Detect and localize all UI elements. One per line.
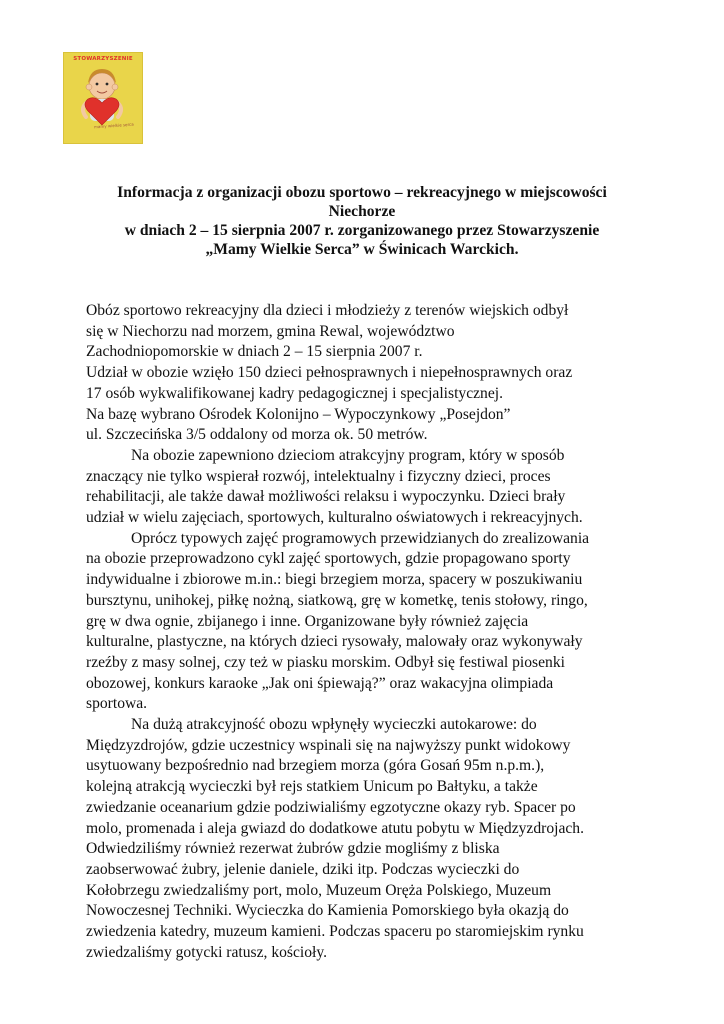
logo-top-text: STOWARZYSZENIE bbox=[73, 56, 133, 62]
body-line: ul. Szczecińska 3/5 oddalony od morza ok. 50 metrów. bbox=[86, 426, 428, 444]
body-line: Kołobrzegu zwiedzaliśmy port, molo, Muzeum Oręża Polskiego, Muzeum bbox=[86, 881, 552, 899]
heading-line: Niechorze bbox=[328, 203, 396, 220]
body-line: Na bazę wybrano Ośrodek Kolonijno – Wypoczynkowy „Posejdon” bbox=[86, 405, 511, 423]
body-line: udział w wielu zajęciach, sportowych, kulturalno oświatowych i rekreacyjnych. bbox=[86, 509, 583, 527]
body-line: na obozie przeprowadzono cykl zajęć sportowych, gdzie propagowano sporty bbox=[86, 550, 571, 568]
body-line: zaobserwować żubry, jelenie daniele, dziki itp. Podczas wycieczki do bbox=[86, 860, 520, 878]
body-line: sportowa. bbox=[86, 695, 148, 713]
body-line: 17 osób wykwalifikowanej kadry pedagogicznej i specjalistycznej. bbox=[86, 384, 504, 402]
body-line: Oprócz typowych zajęć programowych przewidzianych do zrealizowania bbox=[131, 529, 590, 547]
heading-line: „Mamy Wielkie Serca” w Świnicach Warckich. bbox=[205, 241, 519, 258]
body-line: kulturalne, plastyczne, na których dzieci rysowały, malowały oraz wykonywały bbox=[86, 633, 583, 651]
body-line: rehabilitacji, ale także dawał możliwości relaksu i wypoczynku. Dzieci brały bbox=[86, 488, 566, 506]
body-line: znaczący nie tylko wspierał rozwój, intelektualny i fizyczny dzieci, proces bbox=[86, 467, 551, 485]
body-line: Odwiedziliśmy również rezerwat żubrów gdzie mogliśmy z bliska bbox=[86, 840, 500, 858]
body-line: Na dużą atrakcyjność obozu wpłynęły wycieczki autokarowe: do bbox=[131, 716, 537, 734]
body-line: usytuowany bezpośrednio nad brzegiem morza (góra Gosań 95m n.p.m.), bbox=[86, 757, 545, 775]
document-heading bbox=[60, 183, 664, 259]
body-line: molo, promenada i aleja gwiazd do dodatkowe atutu pobytu w Międzyzdrojach. bbox=[86, 819, 584, 837]
body-line: rzeźby z masy solnej, czy też w piasku morskim. Odbył się festiwal piosenki bbox=[86, 653, 565, 671]
body-line: zwiedzanie oceanarium gdzie podziwialiśmy egzotyczne okazy ryb. Spacer po bbox=[86, 798, 576, 816]
logo-bottom-text: mamy wielkie serca bbox=[93, 121, 134, 130]
body-line: Nowoczesnej Techniki. Wycieczka do Kamienia Pomorskiego była okazją do bbox=[86, 902, 569, 920]
body-line: się w Niechorzu nad morzem, gmina Rewal, województwo bbox=[86, 322, 455, 340]
body-line: obozowej, konkurs karaoke „Jak oni śpiewają?” oraz wakacyjna olimpiada bbox=[86, 674, 554, 692]
document-body bbox=[86, 301, 656, 964]
body-line: indywidualne i zbiorowe m.in.: biegi brzegiem morza, spacery w poszukiwaniu bbox=[86, 571, 583, 589]
body-line: zwiedzenia katedry, muzeum kamieni. Podczas spaceru po staromiejskim rynku bbox=[86, 923, 584, 941]
body-line: Zachodniopomorskie w dniach 2 – 15 sierpnia 2007 r. bbox=[86, 343, 423, 361]
child-with-heart-icon bbox=[64, 53, 142, 143]
body-line: bursztynu, unihokej, piłkę nożną, siatkową, grę w kometkę, tenis stołowy, ringo, bbox=[86, 591, 588, 609]
body-line: Na obozie zapewniono dzieciom atrakcyjny program, który w sposób bbox=[131, 446, 565, 464]
body-line: grę w dwa ognie, zbijanego i inne. Organizowane były również zajęcia bbox=[86, 612, 529, 630]
heading-line: w dniach 2 – 15 sierpnia 2007 r. zorganizowanego przez Stowarzyszenie bbox=[124, 222, 600, 239]
body-line: Udział w obozie wzięło 150 dzieci pełnosprawnych i niepełnosprawnych oraz bbox=[86, 364, 573, 382]
heading-line: Informacja z organizacji obozu sportowo – rekreacyjnego w miejscowości bbox=[117, 184, 607, 201]
association-logo bbox=[63, 52, 143, 144]
body-line: kolejną atrakcją wycieczki był rejs statkiem Unicum po Bałtyku, a także bbox=[86, 778, 538, 796]
body-line: Obóz sportowo rekreacyjny dla dzieci i młodzieży z terenów wiejskich odbył bbox=[86, 302, 569, 319]
body-line: zwiedzaliśmy gotycki ratusz, kościoły. bbox=[86, 943, 328, 961]
body-line: Międzyzdrojów, gdzie uczestnicy wspinali się na najwyższy punkt widokowy bbox=[86, 736, 571, 754]
